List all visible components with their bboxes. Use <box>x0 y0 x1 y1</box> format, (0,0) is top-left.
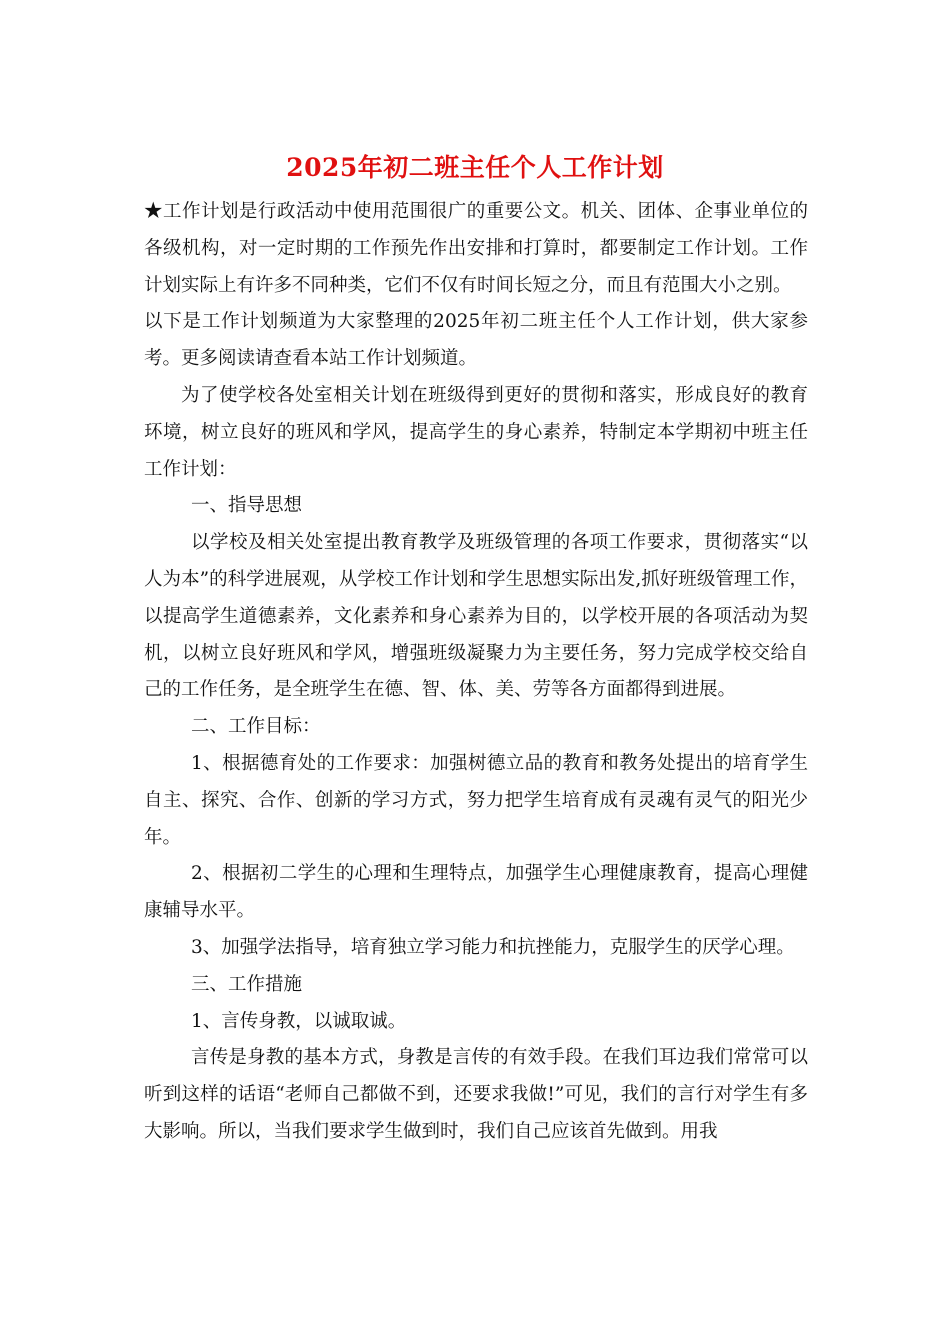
measure-item-1: 1、言传身教，以诚取诚。 <box>191 1010 407 1032</box>
goal-item-3: 3、加强学法指导，培育独立学习能力和抗挫能力，克服学生的厌学心理。 <box>191 936 795 958</box>
section-heading-work-measures: 三、工作措施 <box>191 973 303 995</box>
goal-item-2: 2、根据初二学生的心理和生理特点，加强学生心理健康教育，提高心理健康辅导水平。 <box>144 863 808 922</box>
channel-note-paragraph: 以下是工作计划频道为大家整理的2025年初二班主任个人工作计划，供大家参考。更多阅读请查看本站工作计划频道。 <box>144 311 808 370</box>
section-heading-guiding-idea: 一、指导思想 <box>191 495 303 517</box>
section-heading-work-goals: 二、工作目标： <box>191 716 321 738</box>
guiding-idea-paragraph: 以学校及相关处室提出教育教学及班级管理的各项工作要求，贯彻落实“以人为本”的科学进展观，从学校工作计划和学生思想实际出发,抓好班级管理工作，以提高学生道德素养，文化素养和身心素养为目的，以学校开展的各项活动为契机，以树立良好班风和学风，增强班级凝聚力为主要任务，努力完成学校交给自己的工作任务，是全班学生在德、智、体、美、劳等各方面都得到进展。 <box>144 532 808 701</box>
document-body <box>144 194 808 1151</box>
intro-paragraph: ★工作计划是行政活动中使用范围很广的重要公文。机关、团体、企事业单位的各级机构，对一定时期的工作预先作出安排和打算时，都要制定工作计划。工作计划实际上有许多不同种类，它们不仅有时间长短之分，而且有范围大小之别。 <box>144 201 808 296</box>
goal-item-1: 1、根据德育处的工作要求：加强树德立品的教育和教务处提出的培育学生自主、探究、合作、创新的学习方式，努力把学生培育成有灵魂有灵气的阳光少年。 <box>144 752 808 848</box>
measure-1-paragraph: 言传是身教的基本方式，身教是言传的有效手段。在我们耳边我们常常可以听到这样的话语“老师自己都做不到，还要求我做!”可见，我们的言行对学生有多大影响。所以，当我们要求学生做到时，我们自己应该首先做到。用我 <box>144 1047 808 1142</box>
preface-paragraph: 为了使学校各处室相关计划在班级得到更好的贯彻和落实，形成良好的教育环境，树立良好的班风和学风，提高学生的身心素养，特制定本学期初中班主任工作计划： <box>144 384 808 480</box>
document-title: 2025年初二班主任个人工作计划 <box>286 153 664 182</box>
